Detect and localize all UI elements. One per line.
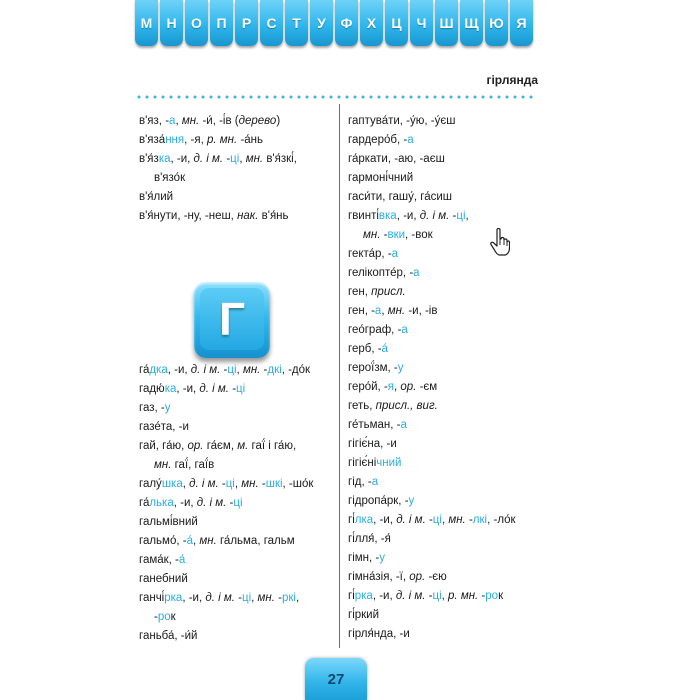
dictionary-entry xyxy=(348,131,516,150)
entry-text: , -и, xyxy=(173,497,197,509)
entry-text: гігіє́ні xyxy=(348,457,377,469)
highlighted-syllable: у xyxy=(379,552,385,564)
entry-text: нак. xyxy=(237,210,259,222)
dictionary-entry xyxy=(139,570,313,589)
alphabet-tab[interactable]: У xyxy=(310,0,333,46)
highlighted-syllable: лка xyxy=(354,514,374,526)
entry-text: гекта́р, - xyxy=(348,248,392,260)
entry-text: , -и, xyxy=(170,153,194,165)
alphabet-tab[interactable]: Ш xyxy=(435,0,458,46)
entry-text: гімн, - xyxy=(348,552,380,564)
highlighted-syllable: лька xyxy=(149,497,174,509)
dictionary-entry xyxy=(348,302,516,321)
alphabet-tab[interactable]: Ц xyxy=(385,0,408,46)
alphabet-tab[interactable]: Р xyxy=(235,0,258,46)
dictionary-entry xyxy=(348,587,516,606)
entry-text: , -и, xyxy=(167,364,191,376)
dictionary-entry xyxy=(139,627,313,646)
entry-text: д. і м. xyxy=(196,497,227,509)
entry-text: в'я́зкі́, xyxy=(263,153,297,165)
dictionary-entry xyxy=(348,283,516,302)
entry-text: присл. xyxy=(371,286,406,298)
highlighted-syllable: рка xyxy=(164,592,183,604)
entry-text: мн. xyxy=(154,459,172,471)
entry-text: - xyxy=(258,478,266,490)
entry-text: га́ xyxy=(139,364,150,376)
entry-text: -єю xyxy=(425,571,447,583)
alphabet-tab[interactable]: Х xyxy=(360,0,383,46)
dictionary-entry xyxy=(348,169,516,188)
entry-text: ) xyxy=(276,115,281,127)
entry-text: д. і м. xyxy=(395,590,426,602)
highlighted-syllable: ро xyxy=(157,611,171,623)
highlighted-syllable: шкі xyxy=(265,478,283,490)
entry-text: , -и, xyxy=(372,590,396,602)
entry-text: - xyxy=(465,514,473,526)
entry-text: - xyxy=(229,383,237,395)
entry-text: к xyxy=(498,590,504,602)
entry-text: , -и, xyxy=(176,383,200,395)
entry-text: мн. xyxy=(181,115,200,127)
entry-text: ор. xyxy=(187,440,204,452)
alphabet-tab[interactable]: Н xyxy=(160,0,183,46)
letter-tile xyxy=(194,282,270,358)
entry-text: га́ркати, -аю, -аєш xyxy=(348,153,445,165)
entry-text: присл., виг. xyxy=(375,400,438,412)
entry-text: ганьба́, -и́й xyxy=(139,630,198,642)
left-column-entries xyxy=(139,361,313,646)
entry-text: гірля́нда, -и xyxy=(348,628,410,640)
entry-text: , xyxy=(192,535,200,547)
highlighted-syllable: а xyxy=(401,324,408,336)
alphabet-tab[interactable]: Ф xyxy=(335,0,358,46)
entry-text: , xyxy=(441,514,449,526)
dictionary-entry xyxy=(139,437,313,456)
entry-text: гі́ркий xyxy=(348,609,380,621)
entry-text: в'я́з xyxy=(139,153,159,165)
entry-text: ге́тьман, - xyxy=(348,419,401,431)
dictionary-entry xyxy=(348,435,516,454)
entry-text: гаї́ і га́ю, xyxy=(248,440,297,452)
entry-text: галу́ xyxy=(139,478,162,490)
entry-text: мн. xyxy=(448,514,466,526)
entry-text: гаї́, гаї́в xyxy=(171,459,215,471)
entry-text: , -шо́к xyxy=(282,478,314,490)
dictionary-entry xyxy=(139,551,313,570)
entry-text: , xyxy=(234,478,242,490)
entry-text: дерево xyxy=(238,115,277,127)
entry-text: -и́, -і́в ( xyxy=(199,115,239,127)
dictionary-entry xyxy=(348,188,516,207)
column-divider xyxy=(339,104,340,648)
entry-text: мн. xyxy=(242,364,261,376)
entry-text: гальмі́вний xyxy=(139,516,198,528)
entry-text: д. і м. xyxy=(189,478,219,490)
entry-text: , xyxy=(465,210,469,222)
entry-text: д. і м. xyxy=(193,153,224,165)
entry-text: - xyxy=(425,514,433,526)
dictionary-entry xyxy=(139,513,313,532)
entry-text: гвинті́ xyxy=(348,210,379,222)
entry-text: , -вок xyxy=(405,229,433,241)
dictionary-entry xyxy=(139,169,297,188)
entry-text: р. мн. xyxy=(206,134,238,146)
dictionary-entry xyxy=(139,456,313,475)
highlighted-syllable: ці xyxy=(456,210,466,222)
alphabet-tab[interactable]: Щ xyxy=(460,0,483,46)
highlighted-syllable: а́ xyxy=(381,343,388,355)
highlighted-syllable: а xyxy=(407,134,414,146)
highlighted-syllable: ркі xyxy=(281,592,296,604)
alphabet-tab[interactable]: Т xyxy=(285,0,308,46)
highlighted-syllable: рка xyxy=(354,590,373,602)
dictionary-entry xyxy=(348,340,516,359)
entry-text: га́ xyxy=(139,497,150,509)
highlighted-syllable: у xyxy=(397,362,404,374)
entry-text: д. і м. xyxy=(396,514,426,526)
dictionary-entry xyxy=(348,473,516,492)
entry-text: га́єм, xyxy=(203,440,238,452)
entry-text: гі́ xyxy=(348,590,355,602)
hand-pointer-icon xyxy=(490,228,510,256)
highlighted-syllable: ці xyxy=(230,153,240,165)
highlighted-syllable: а́ xyxy=(186,535,193,547)
entry-text: - xyxy=(234,592,242,604)
highlighted-syllable: вки xyxy=(387,229,406,241)
highlighted-syllable: а́ xyxy=(178,554,186,566)
entry-text: - xyxy=(154,611,158,623)
alphabet-tab[interactable]: Ю xyxy=(485,0,508,46)
entry-text: , xyxy=(175,115,182,127)
entry-text: мн. xyxy=(363,229,381,241)
left-column-top-entries xyxy=(139,112,297,226)
entry-text: ор. xyxy=(400,381,417,393)
alphabet-tab[interactable]: Я xyxy=(510,0,533,46)
entry-text: д. і м. xyxy=(190,364,221,376)
dictionary-entry xyxy=(139,112,297,131)
entry-text: в'я́нь xyxy=(258,210,289,222)
entry-text: р. мн. xyxy=(448,590,479,602)
alphabet-tab[interactable]: М xyxy=(135,0,158,46)
alphabet-tab[interactable]: О xyxy=(185,0,208,46)
highlighted-syllable: ка xyxy=(164,383,177,395)
entry-text: гадю́ xyxy=(139,383,165,395)
highlighted-syllable: а xyxy=(169,115,176,127)
entry-text: , xyxy=(251,592,258,604)
entry-text: д. і м. xyxy=(419,210,450,222)
entry-text: , -до́к xyxy=(281,364,311,376)
entry-text: газ, - xyxy=(139,402,165,414)
entry-text: мн. xyxy=(387,305,406,317)
entry-text: геть, xyxy=(348,400,376,412)
dictionary-entry xyxy=(348,397,516,416)
alphabet-tab[interactable]: П xyxy=(210,0,233,46)
entry-text: , xyxy=(394,381,401,393)
highlighted-syllable: лкі xyxy=(472,514,488,526)
entry-text: , xyxy=(441,590,449,602)
highlighted-syllable: ка xyxy=(158,153,171,165)
dictionary-entry xyxy=(139,608,313,627)
section-letter: Г xyxy=(200,288,264,350)
dictionary-entry xyxy=(348,454,516,473)
alphabet-tab[interactable]: Ч xyxy=(410,0,433,46)
highlighted-syllable: дка xyxy=(149,364,168,376)
entry-text: гармоні́чний xyxy=(348,172,414,184)
entry-text: герої́зм, - xyxy=(348,362,398,374)
dictionary-entry xyxy=(139,532,313,551)
entry-text: в'я́лий xyxy=(139,191,174,203)
entry-text: ганчі́ xyxy=(139,592,165,604)
entry-text: , -и, xyxy=(373,514,397,526)
highlighted-syllable: ці xyxy=(225,478,235,490)
highlighted-syllable: у xyxy=(408,495,415,507)
highlighted-syllable: дкі xyxy=(267,364,282,376)
entry-text: в'я́нути, -ну, -неш, xyxy=(139,210,238,222)
dictionary-entry xyxy=(348,416,516,435)
entry-text: гай, га́ю, xyxy=(139,440,188,452)
entry-text: гальмо́, - xyxy=(139,535,187,547)
highlighted-syllable: ці xyxy=(432,514,442,526)
guide-word: гірлянда xyxy=(486,73,538,87)
dictionary-entry xyxy=(139,131,297,150)
entry-text: гі́ xyxy=(348,514,355,526)
entry-text: - xyxy=(223,153,231,165)
entry-text: в'язо́к xyxy=(154,172,186,184)
entry-text: в'яза́ xyxy=(139,134,166,146)
entry-text: гаси́ти, гашу́, га́сиш xyxy=(348,191,453,203)
entry-text: , xyxy=(381,305,388,317)
entry-text: гігіє́на, -и xyxy=(348,438,397,450)
highlighted-syllable: а xyxy=(374,305,382,317)
dictionary-entry xyxy=(348,492,516,511)
entry-text: -и, -ів xyxy=(405,305,438,317)
entry-text: гама́к, - xyxy=(139,554,179,566)
highlighted-syllable: ці xyxy=(432,590,442,602)
entry-text: , -я, xyxy=(184,134,207,146)
highlighted-syllable: а xyxy=(400,419,407,431)
dictionary-entry xyxy=(139,150,297,169)
entry-text: газе́та, -и xyxy=(139,421,189,433)
entry-text: , -и, xyxy=(396,210,420,222)
highlighted-syllable: а xyxy=(371,476,379,488)
entry-text: гелікопте́р, - xyxy=(348,267,414,279)
highlighted-syllable: я xyxy=(387,381,395,393)
dictionary-entry xyxy=(348,606,516,625)
dictionary-entry xyxy=(348,207,516,226)
entry-text: , -и, xyxy=(182,592,206,604)
dictionary-entry xyxy=(348,530,516,549)
dictionary-entry xyxy=(139,188,297,207)
entry-text: мн. xyxy=(245,153,264,165)
entry-text: д. і м. xyxy=(199,383,229,395)
entry-text: ген, xyxy=(348,286,372,298)
entry-text: - xyxy=(218,478,226,490)
entry-text: - xyxy=(274,592,282,604)
right-column-entries xyxy=(348,112,516,644)
alphabet-tab[interactable]: С xyxy=(260,0,283,46)
highlighted-syllable: у xyxy=(164,402,171,414)
entry-text: ген, - xyxy=(348,305,375,317)
entry-text: мн. xyxy=(257,592,275,604)
entry-text: в'яз, - xyxy=(139,115,170,127)
entry-text: -єм xyxy=(416,381,438,393)
entry-text: герб, - xyxy=(348,343,382,355)
page-number: 27 xyxy=(305,658,367,700)
highlighted-syllable: ро xyxy=(485,590,499,602)
entry-text: гід, - xyxy=(348,476,372,488)
dictionary-entry xyxy=(139,399,313,418)
entry-text: к xyxy=(170,611,176,623)
dictionary-entry xyxy=(139,361,313,380)
entry-text: гардеро́б, - xyxy=(348,134,408,146)
entry-text: - xyxy=(260,364,268,376)
dictionary-entry xyxy=(139,207,297,226)
dictionary-entry xyxy=(348,264,516,283)
dictionary-entry xyxy=(348,150,516,169)
highlighted-syllable: вка xyxy=(378,210,397,222)
highlighted-syllable: чний xyxy=(376,457,402,469)
entry-text: м. xyxy=(237,440,249,452)
entry-text: - xyxy=(425,590,433,602)
dictionary-entry xyxy=(139,589,313,608)
dictionary-entry xyxy=(348,549,516,568)
dictionary-entry xyxy=(348,568,516,587)
entry-text: ор. xyxy=(409,571,426,583)
highlighted-syllable: ці xyxy=(233,497,243,509)
entry-text: мн. xyxy=(199,535,217,547)
entry-text: , xyxy=(295,592,300,604)
highlighted-syllable: ці xyxy=(227,364,237,376)
entry-text: - xyxy=(478,590,486,602)
entry-text: - xyxy=(380,229,388,241)
dictionary-entry xyxy=(348,378,516,397)
entry-text: , xyxy=(182,478,190,490)
entry-text: , xyxy=(239,153,246,165)
entry-text: - xyxy=(220,364,228,376)
dictionary-entry xyxy=(348,321,516,340)
entry-text: га́льма, гальм xyxy=(216,535,295,547)
dictionary-entry xyxy=(348,511,516,530)
entry-text: гаптува́ти, -у́ю, -у́єш xyxy=(348,115,456,127)
dictionary-entry xyxy=(348,359,516,378)
entry-text: геро́й, - xyxy=(348,381,388,393)
dictionary-entry xyxy=(348,112,516,131)
entry-text: , -ло́к xyxy=(487,514,516,526)
highlighted-syllable: ння xyxy=(165,134,185,146)
highlighted-syllable: а xyxy=(413,267,420,279)
entry-text: гімна́зія, -ї, xyxy=(348,571,410,583)
entry-text: - xyxy=(449,210,457,222)
entry-text: гідропа́рк, - xyxy=(348,495,409,507)
dotted-separator xyxy=(135,95,537,99)
highlighted-syllable: шка xyxy=(161,478,183,490)
dictionary-entry xyxy=(139,418,313,437)
entry-text: мн. xyxy=(241,478,259,490)
alphabet-tabs xyxy=(135,0,533,50)
dictionary-entry xyxy=(139,494,313,513)
entry-text: гі́лля́, -я́ xyxy=(348,533,391,545)
entry-text: гео́граф, - xyxy=(348,324,402,336)
highlighted-syllable: ці xyxy=(236,383,246,395)
highlighted-syllable: а xyxy=(391,248,399,260)
dictionary-entry xyxy=(139,380,313,399)
entry-text: д. і м. xyxy=(205,592,235,604)
highlighted-syllable: ці xyxy=(241,592,252,604)
entry-text: ганебний xyxy=(139,573,188,585)
entry-text: -а́нь xyxy=(237,134,263,146)
entry-text: , xyxy=(236,364,243,376)
entry-text: - xyxy=(226,497,234,509)
dictionary-entry xyxy=(139,475,313,494)
dictionary-entry xyxy=(348,625,516,644)
